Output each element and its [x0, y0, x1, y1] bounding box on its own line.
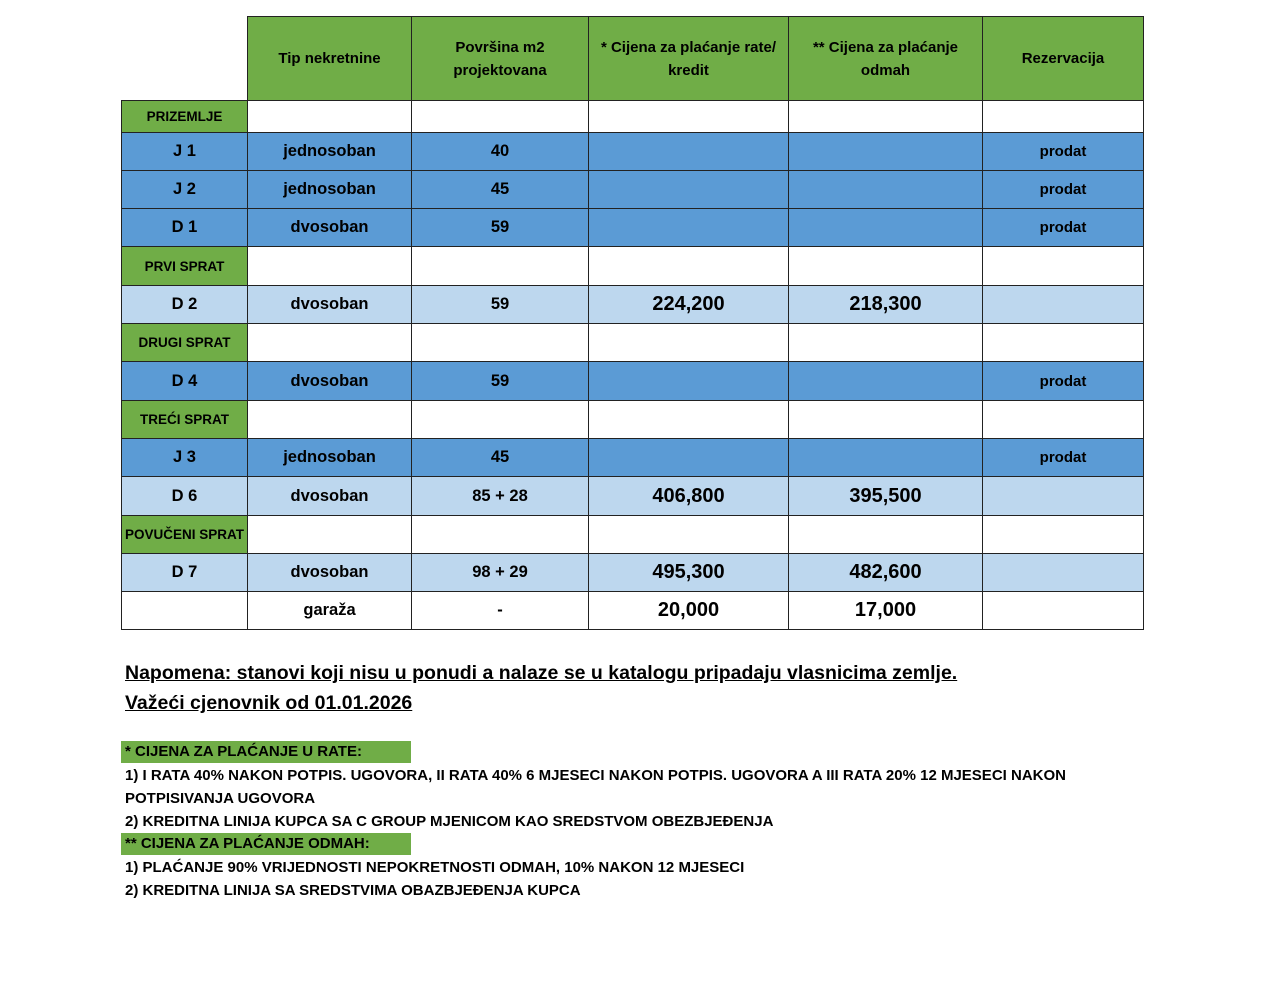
unit-price-immediate: 482,600 [789, 554, 983, 592]
unit-label: D 4 [122, 362, 248, 401]
unit-reservation: prodat [983, 439, 1144, 477]
section-label: PRIZEMLJE [122, 101, 248, 133]
unit-reservation [983, 286, 1144, 324]
installments-heading: * CIJENA ZA PLAĆANJE U RATE: [121, 741, 411, 763]
unit-price-immediate [789, 362, 983, 401]
unit-price-installments [589, 439, 789, 477]
unit-label: J 3 [122, 439, 248, 477]
unit-price-installments: 406,800 [589, 477, 789, 516]
unit-type: jednosoban [248, 171, 412, 209]
unit-label: D 6 [122, 477, 248, 516]
table-row [122, 554, 1144, 592]
unit-reservation: prodat [983, 209, 1144, 247]
header-price-installments: * Cijena za plaćanje rate/ kredit [589, 17, 789, 101]
unit-type: dvosoban [248, 286, 412, 324]
section-row-setback [122, 516, 1144, 554]
unit-reservation: prodat [983, 362, 1144, 401]
table-row [122, 362, 1144, 401]
unit-reservation: prodat [983, 133, 1144, 171]
unit-price-immediate: 218,300 [789, 286, 983, 324]
unit-area: 45 [412, 439, 589, 477]
header-row [122, 17, 1144, 101]
immediate-line-1: 1) PLAĆANJE 90% VRIJEDNOSTI NEPOKRETNOSTI ODMAH, 10% NAKON 12 MJESECI [125, 859, 745, 876]
table-row [122, 592, 1144, 630]
table-row [122, 133, 1144, 171]
unit-type: dvosoban [248, 362, 412, 401]
unit-type: jednosoban [248, 133, 412, 171]
unit-price-immediate: 395,500 [789, 477, 983, 516]
header-reservation: Rezervacija [983, 17, 1144, 101]
unit-area: 59 [412, 209, 589, 247]
valid-from-note: Važeći cjenovnik od 01.01.2026 [125, 692, 413, 714]
table-row [122, 171, 1144, 209]
table-row [122, 477, 1144, 516]
unit-price-installments [589, 209, 789, 247]
table-row [122, 286, 1144, 324]
unit-price-immediate [789, 171, 983, 209]
unit-reservation [983, 554, 1144, 592]
unit-area: 40 [412, 133, 589, 171]
unit-label: D 2 [122, 286, 248, 324]
remark-note: Napomena: stanovi koji nisu u ponudi a nalaze se u katalogu pripadaju vlasnicima zemlje. [125, 662, 958, 684]
section-row-third [122, 401, 1144, 439]
unit-price-immediate: 17,000 [789, 592, 983, 630]
unit-price-installments [589, 171, 789, 209]
unit-price-installments [589, 133, 789, 171]
installments-line-1b: POTPISIVANJA UGOVORA [125, 790, 316, 807]
unit-type: dvosoban [248, 554, 412, 592]
unit-price-immediate [789, 209, 983, 247]
table-row [122, 209, 1144, 247]
unit-label [122, 592, 248, 630]
unit-price-installments: 224,200 [589, 286, 789, 324]
unit-area: - [412, 592, 589, 630]
section-label: DRUGI SPRAT [122, 324, 248, 362]
unit-area: 59 [412, 362, 589, 401]
installments-line-2: 2) KREDITNA LINIJA KUPCA SA C GROUP MJENICOM KAO SREDSTVOM OBEZBJEĐENJA [125, 813, 774, 830]
header-corner [122, 17, 248, 101]
unit-label: D 1 [122, 209, 248, 247]
unit-type: dvosoban [248, 477, 412, 516]
installments-line-1a: 1) I RATA 40% NAKON POTPIS. UGOVORA, II RATA 40% 6 MJESECI NAKON POTPIS. UGOVORA A III RATA 20% 12 MJESECI NAKON [125, 767, 1066, 784]
header-price-immediate: ** Cijena za plaćanje odmah [789, 17, 983, 101]
unit-price-installments [589, 362, 789, 401]
price-table [121, 16, 1144, 630]
unit-type: dvosoban [248, 209, 412, 247]
header-area: Površina m2 projektovana [412, 17, 589, 101]
unit-area: 98 + 29 [412, 554, 589, 592]
section-label: PRVI SPRAT [122, 247, 248, 286]
unit-label: J 2 [122, 171, 248, 209]
unit-area: 59 [412, 286, 589, 324]
unit-reservation [983, 477, 1144, 516]
unit-reservation: prodat [983, 171, 1144, 209]
section-label: POVUČENI SPRAT [122, 516, 248, 554]
section-row-ground [122, 101, 1144, 133]
unit-type: garaža [248, 592, 412, 630]
immediate-heading: ** CIJENA ZA PLAĆANJE ODMAH: [121, 833, 411, 855]
unit-reservation [983, 592, 1144, 630]
unit-area: 85 + 28 [412, 477, 589, 516]
section-label: TREĆI SPRAT [122, 401, 248, 439]
unit-label: J 1 [122, 133, 248, 171]
section-row-first [122, 247, 1144, 286]
section-row-second [122, 324, 1144, 362]
header-type: Tip nekretnine [248, 17, 412, 101]
unit-price-installments: 495,300 [589, 554, 789, 592]
unit-price-installments: 20,000 [589, 592, 789, 630]
unit-label: D 7 [122, 554, 248, 592]
immediate-line-2: 2) KREDITNA LINIJA SA SREDSTVIMA OBAZBJEĐENJA KUPCA [125, 882, 581, 899]
unit-price-immediate [789, 439, 983, 477]
unit-price-immediate [789, 133, 983, 171]
unit-area: 45 [412, 171, 589, 209]
unit-type: jednosoban [248, 439, 412, 477]
table-row [122, 439, 1144, 477]
